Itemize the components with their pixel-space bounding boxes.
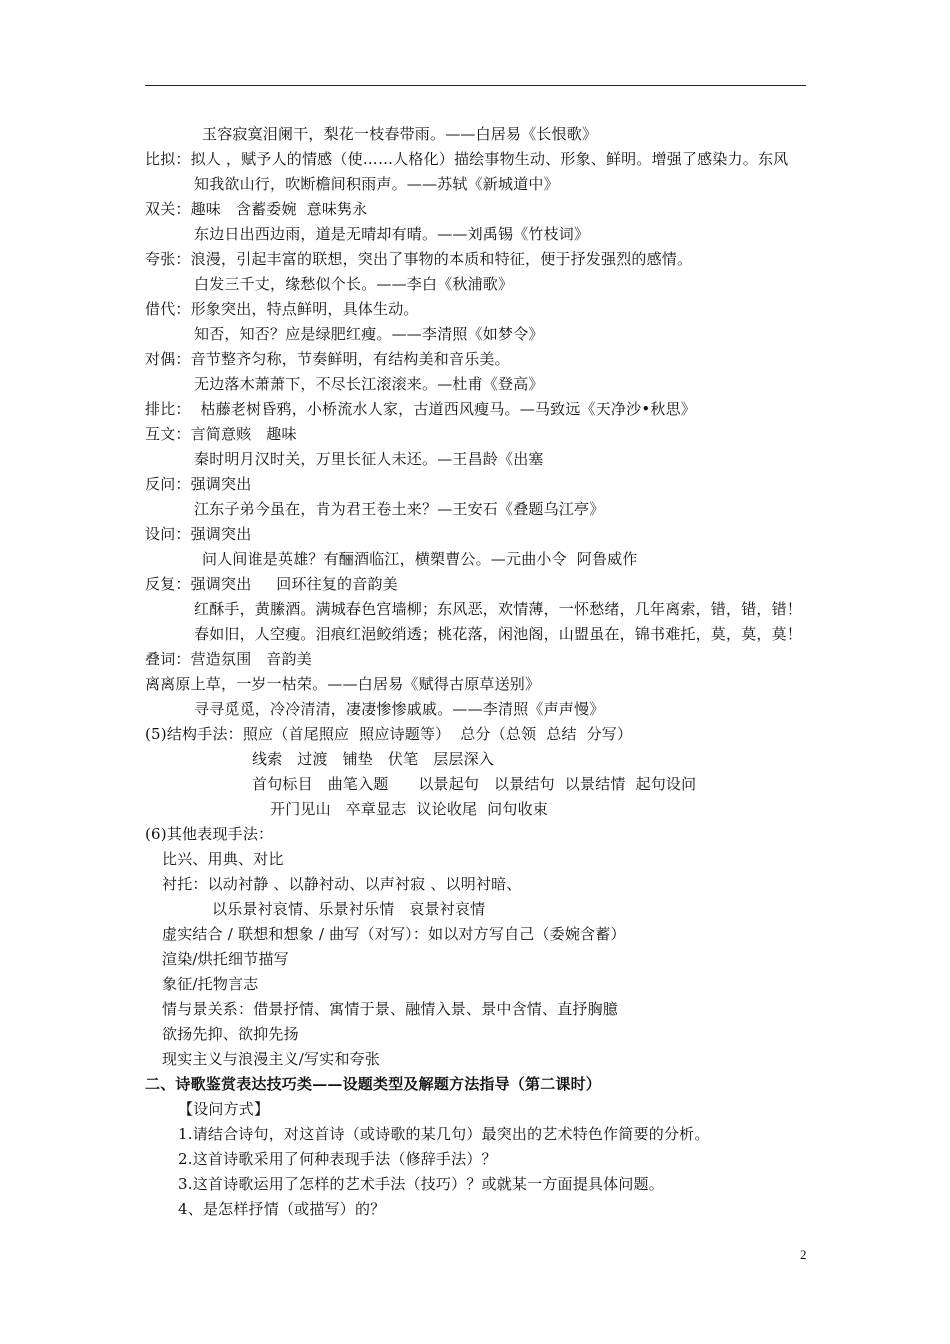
text-line: 1.请结合诗句，对这首诗（或诗歌的某几句）最突出的艺术特色作简要的分析。	[178, 1125, 710, 1143]
text-line: 双关：趣味 含蓄委婉 意味隽永	[145, 200, 368, 218]
text-line: (6)其他表现手法：	[145, 825, 274, 843]
text-line: 无边落木萧萧下，不尽长江滚滚来。—杜甫《登高》	[194, 375, 544, 393]
text-line: 3.这首诗歌运用了怎样的艺术手法（技巧）？或就某一方面提具体问题。	[178, 1175, 664, 1193]
text-line: 首句标目 曲笔入题 以景起句 以景结句 以景结情 起句设问	[252, 775, 697, 793]
text-line: 现实主义与浪漫主义/写实和夸张	[162, 1050, 381, 1068]
text-line: 知否，知否？应是绿肥红瘦。——李清照《如梦令》	[194, 325, 544, 343]
text-line: 春如旧，人空瘦。泪痕红浥鲛绡透；桃花落，闲池阁，山盟虽在，锦书难托，莫，莫，莫！	[194, 625, 803, 643]
text-line: 对偶：音节整齐匀称，节奏鲜明，有结构美和音乐美。	[145, 350, 510, 368]
text-line: 衬托：以动衬静 、以静衬动、以声衬寂 、以明衬暗、	[162, 875, 522, 893]
text-line: 问人间谁是英雄？有酾酒临江，横槊曹公。—元曲小令 阿鲁威作	[202, 550, 638, 568]
text-line: 【设问方式】	[178, 1100, 270, 1118]
text-line: (5)结构手法：照应（首尾照应 照应诗题等） 总分（总领 总结 分写）	[145, 725, 633, 743]
text-line: 江东子弟今虽在，肯为君王卷土来？—王安石《叠题乌江亭》	[194, 500, 605, 518]
text-line: 象征/托物言志	[162, 975, 259, 993]
text-line: 东边日出西边雨，道是无晴却有晴。——刘禹锡《竹枝词》	[194, 225, 590, 243]
text-line: 叠词：营造氛围 音韵美	[145, 650, 312, 668]
text-line: 借代：形象突出，特点鲜明，具体生动。	[145, 300, 419, 318]
text-line: 白发三千丈，缘愁似个长。——李白《秋浦歌》	[194, 275, 514, 293]
text-line: 比兴、用典、对比	[162, 850, 284, 868]
text-line: 虚实结合 / 联想和想象 / 曲写（对写）：如以对方写自己（委婉含蓄）	[162, 925, 626, 943]
text-line: 设问：强调突出	[145, 525, 252, 543]
text-line: 4、是怎样抒情（或描写）的？	[178, 1200, 386, 1218]
text-line: 开门见山 卒章显志 议论收尾 问句收束	[270, 800, 548, 818]
text-line: 反问：强调突出	[145, 475, 252, 493]
header-rule	[145, 85, 806, 86]
text-line: 渲染/烘托细节描写	[162, 950, 289, 968]
text-line: 反复：强调突出 回环往复的音韵美	[145, 575, 398, 593]
page-number: 2	[800, 1247, 807, 1262]
text-line: 玉容寂寞泪阑干，梨花一枝春带雨。——白居易《长恨歌》	[202, 125, 598, 143]
text-line: 红酥手，黄縢酒。满城春色宫墙柳；东风恶，欢情薄，一怀愁绪，几年离索，错，错，错！	[194, 600, 803, 618]
text-line: 夸张：浪漫，引起丰富的联想，突出了事物的本质和特征，便于抒发强烈的感情。	[145, 250, 693, 268]
text-line: 寻寻觅觅，冷冷清清，凄凄惨惨戚戚。——李清照《声声慢》	[194, 700, 605, 718]
text-line: 情与景关系：借景抒情、寓情于景、融情入景、景中含情、直抒胸臆	[162, 1000, 619, 1018]
text-line: 比拟：拟人 ，赋予人的情感（使……人格化）描绘事物生动、形象、鲜明。增强了感染力。东风	[145, 150, 789, 168]
text-line: 排比： 枯藤老树昏鸦，小桥流水人家，古道西风瘦马。—马致远《天净沙•秋思》	[145, 400, 696, 418]
text-line: 秦时明月汉时关，万里长征人未还。—王昌龄《出塞	[194, 450, 544, 468]
text-line: 离离原上草，一岁一枯荣。——白居易《赋得古原草送别》	[145, 675, 541, 693]
text-line: 互文：言简意赅 趣味	[145, 425, 297, 443]
text-line: 线索 过渡 铺垫 伏笔 层层深入	[252, 750, 495, 768]
text-line: 2.这首诗歌采用了何种表现手法（修辞手法）？	[178, 1150, 497, 1168]
text-line: 以乐景衬哀情、乐景衬乐情 哀景衬哀情	[212, 900, 486, 918]
text-line: 欲扬先抑、欲抑先扬	[162, 1025, 299, 1043]
text-line: 知我欲山行，吹断檐间积雨声。——苏轼《新城道中》	[194, 175, 559, 193]
section-heading: 二、诗歌鉴赏表达技巧类——设题类型及解题方法指导（第二课时）	[145, 1075, 602, 1093]
